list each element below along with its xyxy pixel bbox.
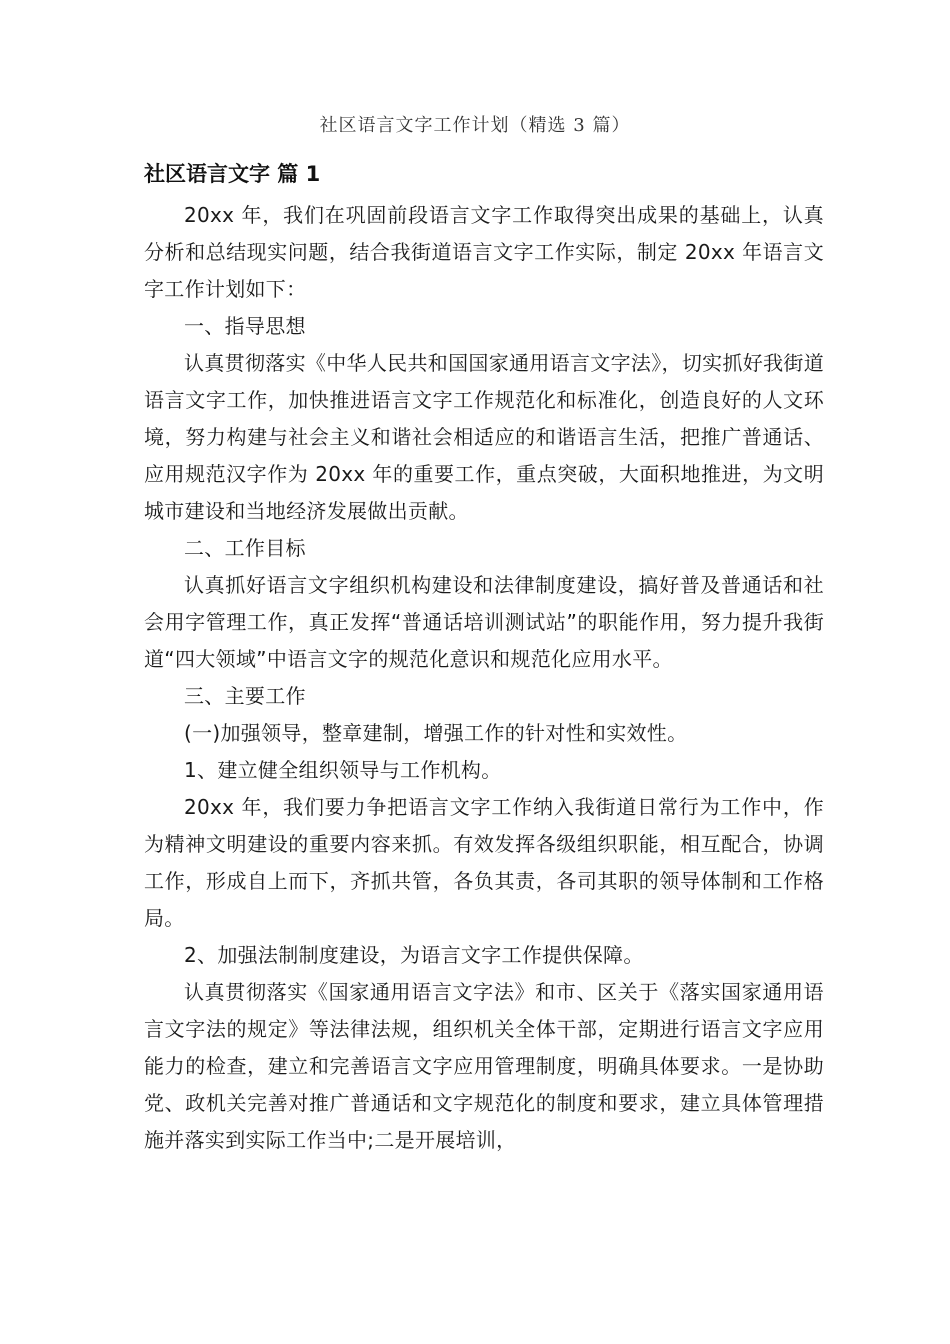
paragraph-intro: 20xx 年，我们在巩固前段语言文字工作取得突出成果的基础上，认真分析和总结现实问题，结合我街道语言文字工作实际，制定 20xx 年语言文字工作计划如下： xyxy=(144,203,824,301)
item-organization: 1、建立健全组织领导与工作机构。 xyxy=(184,758,502,782)
heading-work-goals: 二、工作目标 xyxy=(184,536,306,560)
document-title: 社区语言文字工作计划（精选 3 篇） xyxy=(319,115,631,136)
item-legal-system: 2、加强法制制度建设，为语言文字工作提供保障。 xyxy=(184,943,644,967)
heading-main-work: 三、主要工作 xyxy=(184,684,306,708)
paragraph-guiding-thought: 认真贯彻落实《中华人民共和国国家通用语言文字法》，切实抓好我街道语言文字工作，加快推进语言文字工作规范化和标准化，创造良好的人文环境，努力构建与社会主义和谐社会相适应的和谐语言生活，把推广普通话、应用规范汉字作为 20xx 年的重要工作，重点突破，大面积地推进，为文明城市建设和当地经济发展做出贡献。 xyxy=(144,351,824,523)
subheading-leadership: (一)加强领导，整章建制，增强工作的针对性和实效性。 xyxy=(184,721,688,745)
paragraph-legal-system: 认真贯彻落实《国家通用语言文字法》和市、区关于《落实国家通用语言文字法的规定》等法律法规，组织机关全体干部，定期进行语言文字应用能力的检查，建立和完善语言文字应用管理制度，明确具体要求。一是协助党、政机关完善对推广普通话和文字规范化的制度和要求，建立具体管理措施并落实到实际工作当中;二是开展培训， xyxy=(144,980,824,1152)
document-body xyxy=(144,197,824,1159)
paragraph-organization: 20xx 年，我们要力争把语言文字工作纳入我街道日常行为工作中，作为精神文明建设的重要内容来抓。有效发挥各级组织职能，相互配合，协调工作，形成自上而下，齐抓共管，各负其责，各司其职的领导体制和工作格局。 xyxy=(144,795,824,930)
paragraph-work-goals: 认真抓好语言文字组织机构建设和法律制度建设，搞好普及普通话和社会用字管理工作，真正发挥“普通话培训测试站”的职能作用，努力提升我街道“四大领域”中语言文字的规范化意识和规范化应用水平。 xyxy=(144,573,824,671)
section-heading: 社区语言文字 篇 1 xyxy=(144,162,321,186)
heading-guiding-thought: 一、指导思想 xyxy=(184,314,306,338)
